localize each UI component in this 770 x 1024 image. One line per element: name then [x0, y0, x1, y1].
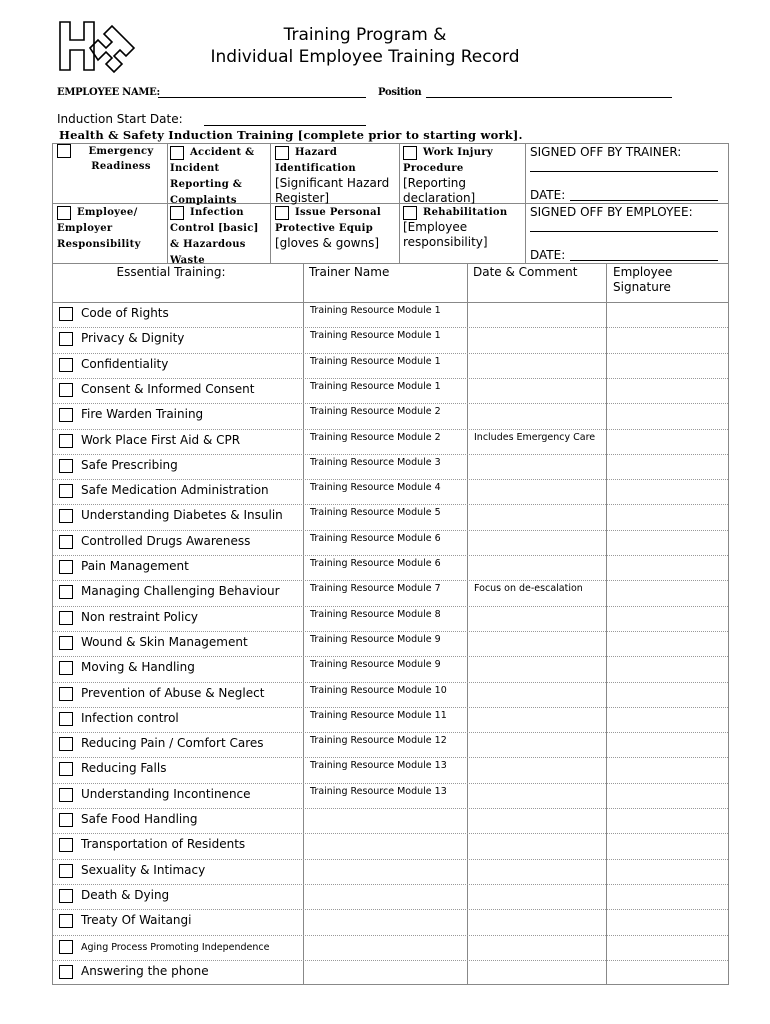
- table-row: [53, 757, 728, 782]
- trainer-name-cell[interactable]: Training Resource Module 2: [310, 431, 441, 443]
- table-row: [53, 606, 728, 631]
- table-row: [53, 530, 728, 555]
- trainer-name-cell[interactable]: Training Resource Module 10: [310, 684, 447, 696]
- induction-item-rehabilitation: Rehabilitation [Employee responsibility]: [403, 207, 508, 249]
- training-topic: Controlled Drugs Awareness: [81, 533, 251, 548]
- induction-item-accident: Accident & Incident Reporting & Complaints: [170, 147, 255, 206]
- training-checkbox[interactable]: [59, 585, 73, 599]
- induction-checkbox[interactable]: [275, 206, 289, 220]
- trainer-name-cell[interactable]: Training Resource Module 9: [310, 633, 441, 645]
- training-checkbox[interactable]: [59, 762, 73, 776]
- training-topic: Code of Rights: [81, 306, 169, 320]
- table-row: [53, 707, 728, 732]
- table-row: [53, 909, 728, 934]
- induction-checkbox[interactable]: [57, 144, 71, 158]
- table-row: [53, 682, 728, 707]
- training-topic: Non restraint Policy: [81, 609, 199, 624]
- signed-trainer-field[interactable]: [530, 171, 718, 172]
- trainer-name-cell[interactable]: Training Resource Module 1: [310, 380, 441, 392]
- trainer-name-cell[interactable]: Training Resource Module 11: [310, 709, 447, 721]
- table-row: [53, 631, 728, 656]
- training-topic: Safe Food Handling: [81, 812, 198, 826]
- training-topic: Aging Process Promoting Independence: [81, 941, 270, 953]
- table-row: [53, 454, 728, 479]
- training-topic: Work Place First Aid & CPR: [81, 432, 241, 447]
- training-checkbox[interactable]: [59, 687, 73, 701]
- induction-grid-col2: [270, 143, 271, 263]
- induction-checkbox[interactable]: [403, 146, 417, 160]
- training-checkbox[interactable]: [59, 509, 73, 523]
- training-checkbox[interactable]: [59, 788, 73, 802]
- induction-grid-col1: [167, 143, 168, 263]
- training-checkbox[interactable]: [59, 914, 73, 928]
- training-checkbox[interactable]: [59, 434, 73, 448]
- table-row: [53, 555, 728, 580]
- training-checkbox[interactable]: [59, 636, 73, 650]
- table-row: [53, 327, 728, 352]
- induction-item-emergency: Emergency Readiness: [57, 144, 165, 174]
- training-checkbox[interactable]: [59, 864, 73, 878]
- training-topic: Moving & Handling: [81, 660, 195, 675]
- training-checkbox[interactable]: [59, 332, 73, 346]
- training-topic: Wound & Skin Management: [81, 634, 248, 649]
- table-row: [53, 429, 728, 454]
- training-checkbox[interactable]: [59, 940, 73, 954]
- training-topic: Infection control: [81, 710, 179, 725]
- hh-logo: [56, 18, 140, 74]
- training-topic: Understanding Diabetes & Insulin: [81, 508, 283, 523]
- table-row: [53, 884, 728, 909]
- induction-checkbox[interactable]: [170, 206, 184, 220]
- training-checkbox[interactable]: [59, 383, 73, 397]
- induction-item-infection-control: Infection Control [basic] & Hazardous Waste: [170, 207, 259, 266]
- induction-checkbox[interactable]: [275, 146, 289, 160]
- induction-item-ppe: Issue Personal Protective Equip [gloves & gowns]: [275, 207, 381, 250]
- induction-item-work-injury: Work Injury Procedure [Reporting declaration]: [403, 147, 493, 205]
- table-row: [53, 859, 728, 884]
- training-topic: Confidentiality: [81, 356, 169, 371]
- training-checkbox[interactable]: [59, 611, 73, 625]
- table-row: [53, 960, 728, 985]
- trainer-name-cell[interactable]: Training Resource Module 2: [310, 406, 441, 418]
- induction-checkbox[interactable]: [170, 146, 184, 160]
- trainer-name-cell[interactable]: Training Resource Module 1: [310, 355, 441, 367]
- table-row: [53, 732, 728, 757]
- training-table: [52, 263, 729, 985]
- training-checkbox[interactable]: [59, 560, 73, 574]
- induction-grid-right: [728, 143, 729, 263]
- title-line-2: Individual Employee Training Record: [210, 47, 520, 67]
- signed-employee-field[interactable]: [530, 231, 718, 232]
- signed-employee-label: SIGNED OFF BY EMPLOYEE:: [530, 205, 693, 219]
- trainer-name-cell[interactable]: Training Resource Module 1: [310, 330, 441, 342]
- position-label: Position: [378, 87, 422, 98]
- training-topic: Pain Management: [81, 559, 189, 573]
- training-checkbox[interactable]: [59, 459, 73, 473]
- training-topic: Understanding Incontinence: [81, 786, 251, 801]
- induction-grid-col3: [399, 143, 400, 263]
- table-row: [53, 378, 728, 403]
- table-row: [53, 504, 728, 529]
- header-employee-signature: Employee Signature: [613, 265, 673, 294]
- training-checkbox[interactable]: [59, 358, 73, 372]
- training-checkbox[interactable]: [59, 535, 73, 549]
- training-checkbox[interactable]: [59, 737, 73, 751]
- training-topic: Treaty Of Waitangi: [81, 913, 192, 928]
- induction-grid-col4: [525, 143, 526, 263]
- training-checkbox[interactable]: [59, 889, 73, 903]
- trainer-name-cell[interactable]: Training Resource Module 12: [310, 735, 447, 747]
- employee-name-field[interactable]: [158, 97, 366, 98]
- trainer-name-cell[interactable]: Training Resource Module 1: [310, 305, 441, 316]
- header-date-comment: Date & Comment: [473, 265, 578, 279]
- table-row: [53, 403, 728, 428]
- training-topic: Reducing Falls: [81, 761, 167, 776]
- signed-trainer-label: SIGNED OFF BY TRAINER:: [530, 145, 682, 159]
- trainer-name-cell[interactable]: Training Resource Module 6: [310, 532, 441, 544]
- trainer-date-label: DATE:: [530, 188, 566, 202]
- training-checkbox[interactable]: [59, 307, 73, 321]
- induction-checkbox[interactable]: [403, 206, 417, 220]
- induction-checkbox[interactable]: [57, 206, 71, 220]
- training-topic: Transportation of Residents: [81, 837, 246, 852]
- training-topic: Managing Challenging Behaviour: [81, 584, 280, 599]
- training-topic: Reducing Pain / Comfort Cares: [81, 736, 264, 751]
- table-row: [53, 783, 728, 808]
- table-row: [53, 656, 728, 681]
- trainer-name-cell[interactable]: Training Resource Module 4: [310, 482, 441, 494]
- table-row: [53, 935, 728, 960]
- employee-date-label: DATE:: [530, 248, 566, 262]
- trainer-name-cell[interactable]: Training Resource Module 9: [310, 659, 441, 671]
- training-topic: Safe Prescribing: [81, 457, 178, 472]
- trainer-name-cell[interactable]: Training Resource Module 5: [310, 507, 441, 519]
- trainer-name-cell[interactable]: Training Resource Module 13: [310, 760, 447, 772]
- training-topic: Answering the phone: [81, 963, 209, 978]
- training-topic: Privacy & Dignity: [81, 331, 185, 346]
- induction-item-hazard: Hazard Identification [Significant Hazard Register]: [275, 147, 390, 205]
- date-comment-cell[interactable]: Includes Emergency Care: [474, 431, 596, 443]
- trainer-name-cell[interactable]: Training Resource Module 8: [310, 608, 441, 620]
- header-essential-training: Essential Training:: [116, 265, 226, 279]
- training-checkbox[interactable]: [59, 661, 73, 675]
- training-topic: Prevention of Abuse & Neglect: [81, 685, 265, 700]
- induction-start-date-label: Induction Start Date:: [57, 112, 183, 126]
- induction-start-date-field[interactable]: [204, 125, 366, 126]
- training-checkbox[interactable]: [59, 408, 73, 422]
- training-checkbox[interactable]: [59, 838, 73, 852]
- induction-item-employee-employer: Employee/ Employer Responsibility: [57, 207, 141, 250]
- table-row: [53, 353, 728, 378]
- trainer-name-cell[interactable]: Training Resource Module 7: [310, 583, 441, 595]
- employee-name-label: EMPLOYEE NAME:: [57, 87, 160, 98]
- training-checkbox[interactable]: [59, 965, 73, 979]
- training-topic: Consent & Informed Consent: [81, 381, 255, 396]
- date-comment-cell[interactable]: Focus on de-escalation: [474, 583, 583, 595]
- training-topic: Fire Warden Training: [81, 407, 204, 422]
- table-row: [53, 833, 728, 858]
- trainer-name-cell[interactable]: Training Resource Module 13: [310, 785, 447, 797]
- training-topic: Death & Dying: [81, 887, 170, 902]
- induction-grid-left: [52, 143, 53, 263]
- position-field[interactable]: [426, 97, 672, 98]
- training-checkbox[interactable]: [59, 712, 73, 726]
- training-topic: Sexuality & Intimacy: [81, 862, 206, 877]
- trainer-date-field[interactable]: [570, 200, 718, 201]
- training-topic: Safe Medication Administration: [81, 483, 269, 498]
- table-row: [53, 580, 728, 605]
- header-trainer-name: Trainer Name: [309, 265, 390, 279]
- training-checkbox[interactable]: [59, 813, 73, 827]
- employee-date-field[interactable]: [570, 260, 718, 261]
- trainer-name-cell[interactable]: Training Resource Module 6: [310, 558, 441, 569]
- induction-heading: Health & Safety Induction Training [complete prior to starting work].: [59, 128, 523, 142]
- table-row: [53, 808, 728, 833]
- table-row: [53, 302, 728, 327]
- table-row: [53, 479, 728, 504]
- training-checkbox[interactable]: [59, 484, 73, 498]
- title-line-1: Training Program &: [283, 25, 447, 45]
- trainer-name-cell[interactable]: Training Resource Module 3: [310, 456, 441, 468]
